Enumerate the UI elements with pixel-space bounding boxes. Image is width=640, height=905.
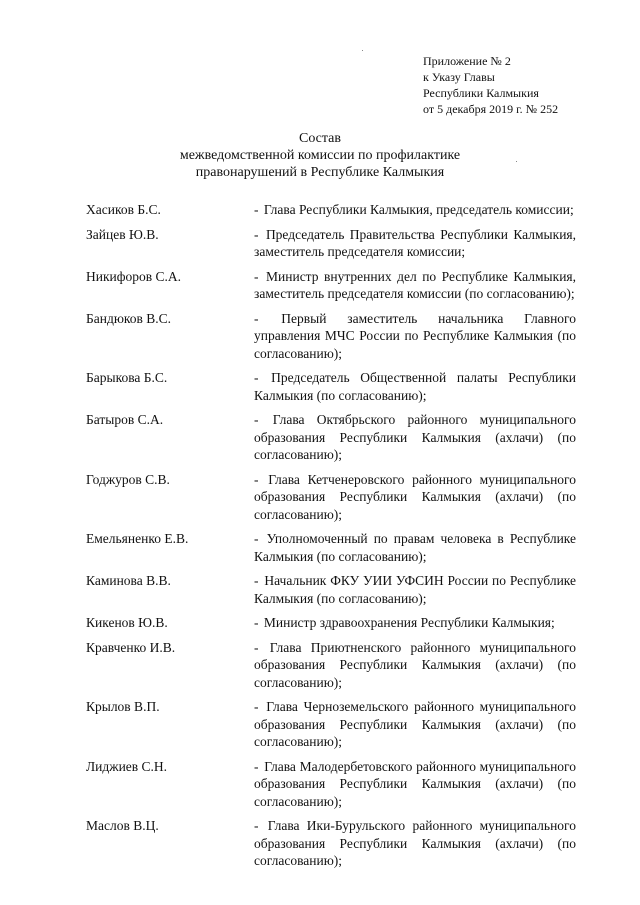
member-name: Батыров С.А. [86,412,164,427]
position-text: Председатель Общественной палаты Республики Калмыкия (по согласованию); [254,370,576,403]
position-text: Глава Черноземельского районного муниципального образования Республики Калмыкия (ахлачи) (по согласованию); [254,699,577,749]
title-line: Состав [298,131,341,146]
position-text: Глава Октябрьского районного муниципального образования Республики Калмыкия (ахлачи) (по согласованию); [254,412,576,462]
position-dash: - [254,699,259,714]
position-dash: - [254,226,259,242]
position-text: Председатель Правительства Республики Калмыкия, заместитель председателя комиссии; [254,226,576,259]
member-name: Каминова В.В. [86,573,171,588]
appendix-line: к Указу Главы [423,70,495,84]
position-dash: - [254,471,259,487]
member-position [254,572,576,607]
member-name: Зайцев Ю.В. [86,226,159,242]
member-position [254,226,576,261]
member-position [254,530,576,565]
appendix-block [423,53,558,117]
position-dash: - [254,370,259,385]
member-row [86,310,576,363]
member-row [86,614,576,632]
document-title [0,130,640,181]
appendix-line: Республики Калмыкия [423,86,539,100]
member-name: Годжуров С.В. [86,471,170,487]
position-text: Министр здравоохранения Республики Калмыкия; [263,615,555,630]
member-position [254,614,576,632]
member-position [254,310,576,363]
member-name: Никифоров С.А. [86,268,182,284]
member-name: Маслов В.Ц. [86,818,159,833]
member-row [86,698,576,751]
position-dash: - [254,310,259,326]
position-text: Глава Кетченеровского районного муниципального образования Республики Калмыкия (ахлачи) (по согласованию); [254,471,576,522]
position-dash: - [254,758,259,774]
member-row [86,268,576,303]
position-text: Министр внутренних дел по Республике Калмыкия, заместитель председателя комиссии (по согласованию); [254,268,576,301]
member-row [86,369,576,404]
member-position [254,639,576,692]
position-text: Глава Малодербетовского районного муниципального образования Республики Калмыкия (ахлачи) (по согласованию); [254,758,576,809]
position-dash: - [254,202,259,217]
member-row [86,471,576,524]
member-name: Кравченко И.В. [86,639,176,655]
position-dash: - [254,615,259,630]
member-position [254,369,576,404]
member-position [254,817,576,870]
member-position [254,698,576,751]
position-dash: - [254,639,259,655]
member-name: Емельяненко Е.В. [86,531,189,546]
appendix-line: от 5 декабря 2019 г. № 252 [423,102,559,116]
member-row [86,201,576,219]
position-text: Начальник ФКУ УИИ УФСИН России по Республике Калмыкия (по согласованию); [254,573,577,606]
member-position [254,411,576,464]
title-line: межведомственной комиссии по профилактике [179,148,461,163]
position-dash: - [254,412,259,427]
member-row [86,226,576,261]
member-row [86,572,576,607]
member-row [86,411,576,464]
member-name: Хасиков Б.С. [86,202,161,217]
member-name: Барыкова Б.С. [86,370,168,385]
member-position [254,268,576,303]
member-row [86,817,576,870]
position-text: Глава Республики Калмыкия, председатель комиссии; [263,202,574,217]
position-dash: - [254,818,259,833]
member-position [254,471,576,524]
member-row [86,758,576,811]
title-line: правонарушений в Республике Калмыкия [195,165,445,180]
scan-speck [362,50,363,51]
member-position [254,201,576,219]
position-text: Первый заместитель начальника Главного управления МЧС России по Республике Калмыкия (по согласованию); [254,310,577,361]
member-row [86,530,576,565]
member-position [254,758,576,811]
position-dash: - [254,573,259,588]
position-text: Глава Ики-Бурульского районного муниципального образования Республики Калмыкия (ахлачи) (по согласованию); [254,818,576,868]
member-row [86,639,576,692]
member-name: Крылов В.П. [86,699,160,714]
appendix-line: Приложение № 2 [423,54,511,68]
position-dash: - [254,531,259,546]
member-name: Кикенов Ю.В. [86,615,168,630]
member-name: Лиджиев С.Н. [86,758,168,774]
position-dash: - [254,268,259,284]
position-text: Уполномоченный по правам человека в Республике Калмыкия (по согласованию); [254,531,577,564]
members-list [86,201,576,877]
member-name: Бандюков В.С. [86,310,172,326]
position-text: Глава Приютненского районного муниципального образования Республики Калмыкия (ахлачи) (по согласованию); [254,639,576,690]
